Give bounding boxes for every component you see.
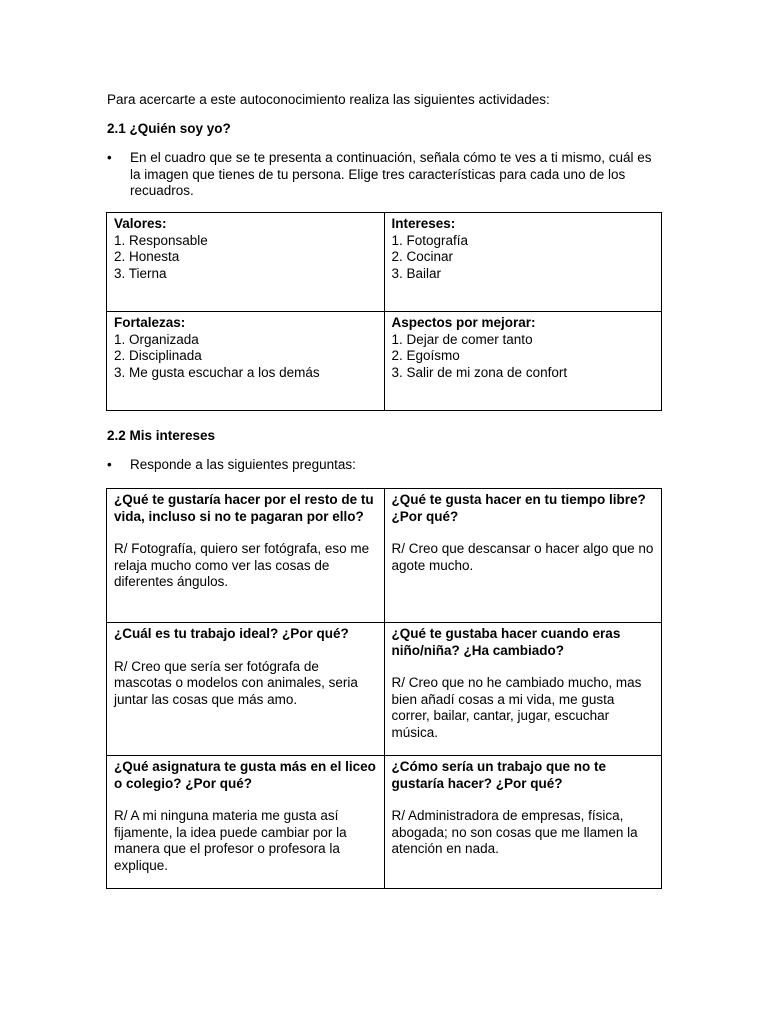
qa-cell (384, 489, 662, 623)
answer-text: R/ Creo que no he cambiado mucho, mas bien añadí cosas a mi vida, me gusta correr, bailar, cantar, jugar, escuchar música. (391, 675, 642, 740)
bullet-icon: • (107, 150, 112, 165)
section-heading-quien-soy-yo: 2.1 ¿Quién soy yo? (107, 121, 231, 136)
intereses-item: 1. Fotografía (391, 232, 469, 248)
valores-title: Valores: (114, 216, 167, 231)
qa-cell (384, 756, 662, 889)
intereses-item: 3. Bailar (391, 265, 442, 281)
answer-text: R/ Administradora de empresas, física, abogada; no son cosas que me llamen la atención en nada. (391, 808, 638, 856)
question-text: ¿Cómo sería un trabajo que no te gustaría hacer? ¿Por qué? (391, 759, 607, 791)
question-text: ¿Cuál es tu trabajo ideal? ¿Por qué? (114, 626, 349, 641)
intro-text: Para acercarte a este autoconocimiento realiza las siguientes actividades: (107, 92, 550, 107)
bullet-icon: • (107, 457, 112, 472)
intereses-title: Intereses: (391, 216, 456, 231)
qa-cell (107, 623, 385, 756)
valores-item: 3. Tierna (114, 265, 167, 281)
question-text: ¿Qué asignatura te gusta más en el liceo o colegio? ¿Por qué? (114, 759, 376, 791)
question-text: ¿Qué te gustaría hacer por el resto de tu vida, incluso si no te pagaran por ello? (114, 492, 374, 524)
valores-cell (107, 213, 385, 312)
intereses-item: 2. Cocinar (391, 249, 454, 264)
fortalezas-cell (107, 312, 385, 411)
qa-cell (107, 756, 385, 889)
question-text: ¿Qué te gustaba hacer cuando eras niño/niña? ¿Ha cambiado? (391, 626, 621, 658)
qa-cell (107, 489, 385, 623)
answer-text: R/ Creo que descansar o hacer algo que no agote mucho. (391, 541, 654, 573)
answer-text: R/ A mi ninguna materia me gusta así fijamente, la idea puede cambiar por la manera que el profesor o profesora la explique. (114, 808, 347, 873)
aspectos-title: Aspectos por mejorar: (391, 315, 536, 330)
interests-qa-table (106, 488, 662, 889)
aspectos-por-mejorar-cell (384, 312, 662, 411)
answer-text: R/ Fotografía, quiero ser fotógrafa, eso me relaja mucho como ver las cosas de diferentes ángulos. (114, 541, 370, 589)
bullet-text: En el cuadro que se te presenta a continuación, señala cómo te ves a ti mismo, cuál es la imagen que tienes de tu persona. Elige tres características para cada uno de los recuadros. (130, 150, 652, 198)
aspectos-item: 2. Egoísmo (391, 348, 460, 363)
valores-item: 2. Honesta (114, 249, 180, 264)
aspectos-item: 1. Dejar de comer tanto (391, 331, 533, 347)
fortalezas-item: 3. Me gusta escuchar a los demás (114, 364, 320, 380)
fortalezas-item: 1. Organizada (114, 331, 199, 347)
intereses-cell (384, 213, 662, 312)
self-image-table (106, 212, 662, 411)
valores-item: 1. Responsable (114, 232, 208, 248)
section-heading-mis-intereses: 2.2 Mis intereses (107, 428, 216, 443)
fortalezas-title: Fortalezas: (114, 315, 186, 330)
fortalezas-item: 2. Disciplinada (114, 348, 202, 363)
question-text: ¿Qué te gusta hacer en tu tiempo libre? ¿Por qué? (391, 492, 646, 524)
qa-cell (384, 623, 662, 756)
answer-text: R/ Creo que sería ser fotógrafa de mascotas o modelos con animales, seria juntar las cosas que más amo. (114, 658, 358, 707)
aspectos-item: 3. Salir de mi zona de confort (391, 364, 568, 380)
bullet-text: Responde a las siguientes preguntas: (130, 457, 356, 472)
